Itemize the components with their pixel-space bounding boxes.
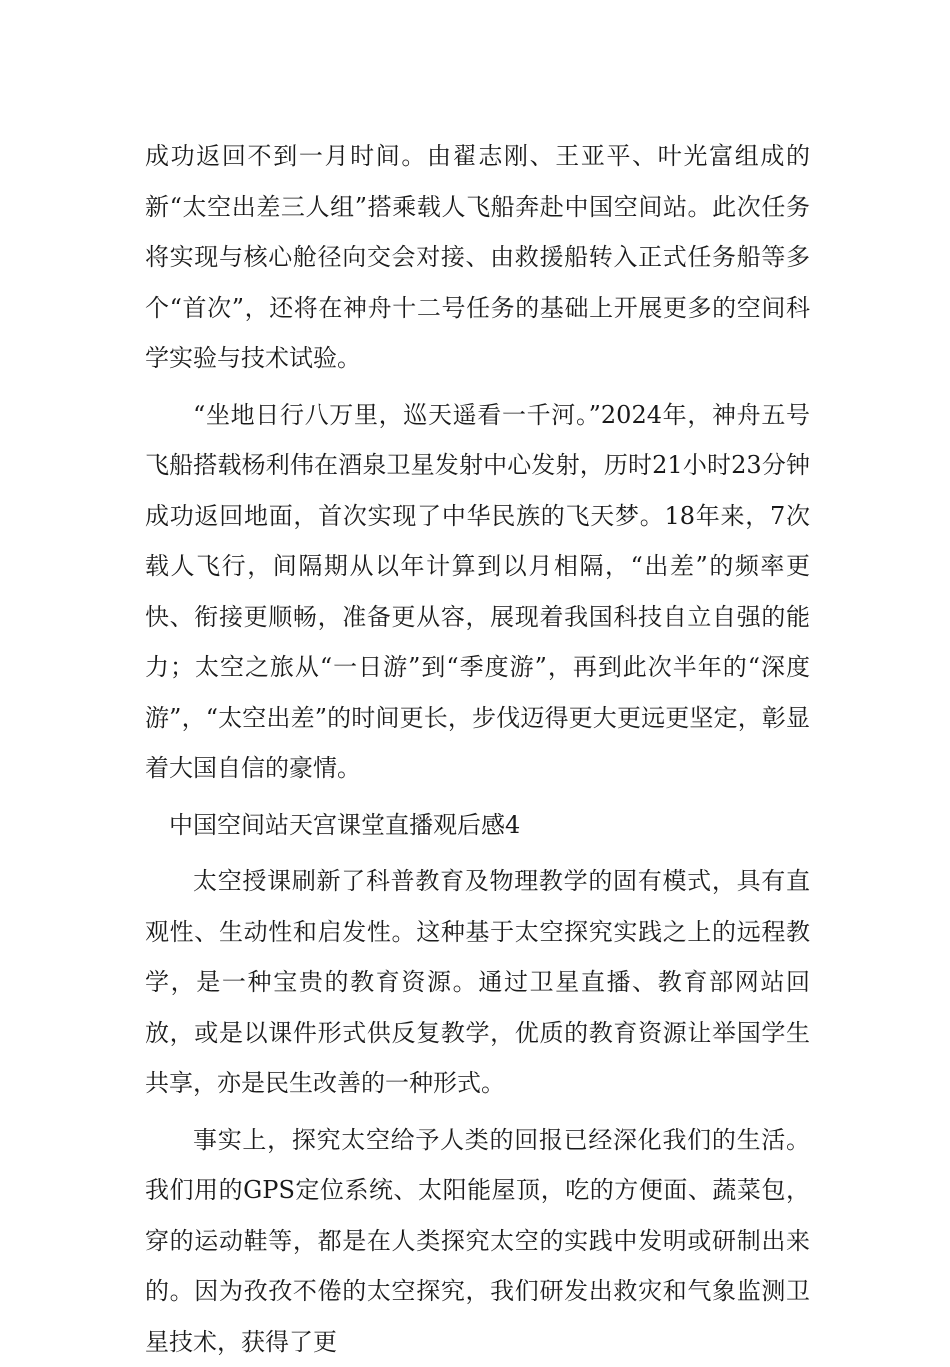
document-body [145,131,810,1367]
paragraph-2: “坐地日行八万里，巡天遥看一千河。”2024年，神舟五号飞船搭载杨利伟在酒泉卫星发射中心发射，历时21小时23分钟成功返回地面，首次实现了中华民族的飞天梦。18年来，7次载人飞行，间隔期从以年计算到以月相隔，“出差”的频率更快、衔接更顺畅，准备更从容，展现着我国科技自立自强的能力；太空之旅从“一日游”到“季度游”，再到此次半年的“深度游”，“太空出差”的时间更长，步伐迈得更大更远更坚定，彰显着大国自信的豪情。 [145,390,810,794]
paragraph-1: 成功返回不到一月时间。由翟志刚、王亚平、叶光富组成的新“太空出差三人组”搭乘载人飞船奔赴中国空间站。此次任务将实现与核心舱径向交会对接、由救援船转入正式任务船等多个“首次”，还将在神舟十二号任务的基础上开展更多的空间科学实验与技术试验。 [145,131,810,384]
paragraph-3: 太空授课刷新了科普教育及物理教学的固有模式，具有直观性、生动性和启发性。这种基于太空探究实践之上的远程教学，是一种宝贵的教育资源。通过卫星直播、教育部网站回放，或是以课件形式供反复教学，优质的教育资源让举国学生共享，亦是民生改善的一种形式。 [145,856,810,1109]
section-heading: 中国空间站天宫课堂直播观后感4 [145,800,810,851]
paragraph-4: 事实上，探究太空给予人类的回报已经深化我们的生活。我们用的GPS定位系统、太阳能屋顶，吃的方便面、蔬菜包，穿的运动鞋等，都是在人类探究太空的实践中发明或研制出来的。因为孜孜不倦的太空探究，我们研发出救灾和气象监测卫星技术，获得了更 [145,1115,810,1367]
